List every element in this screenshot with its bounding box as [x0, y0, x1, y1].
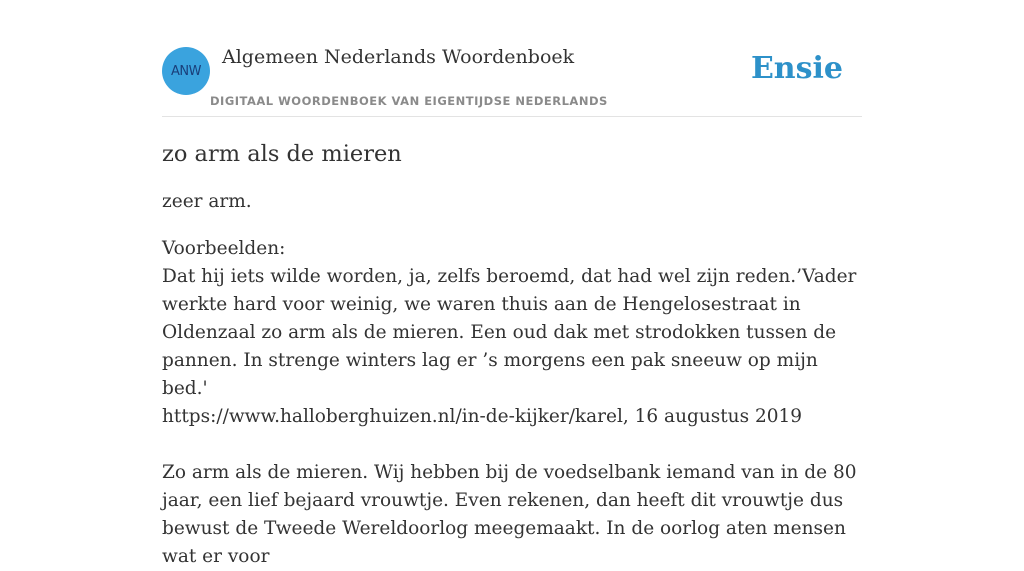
example-2 — [162, 459, 862, 571]
examples-label: Voorbeelden: — [162, 238, 286, 259]
example-1-text: Dat hij iets wilde worden, ja, zelfs beroemd, dat had wel zijn reden.’Vader werkte hard voor weinig, we waren thuis aan de Hengelosestraat in Oldenzaal zo arm als de mieren. Een oud dak met strodokken tussen de pannen. In strenge winters lag er ’s morgens een pak sneeuw op mijn bed.' — [162, 266, 857, 399]
anw-logo[interactable] — [162, 47, 210, 95]
anw-logo-text: ANW — [171, 63, 201, 79]
entry-content — [162, 138, 862, 571]
example-1-source: https://www.halloberghuizen.nl/in-de-kijker/karel, 16 augustus 2019 — [162, 406, 803, 427]
entry-title: zo arm als de mieren — [162, 141, 402, 167]
source-title[interactable]: Algemeen Nederlands Woordenboek — [222, 46, 575, 68]
dictionary-header — [162, 40, 862, 117]
examples-section — [162, 235, 862, 571]
example-2-text: Zo arm als de mieren. Wij hebben bij de voedselbank iemand van in de 80 jaar, een lief bejaard vrouwtje. Even rekenen, dan heeft dit vrouwtje dus bewust de Tweede Wereldoorlog meegemaakt. In de oorlog aten mensen wat er voor — [162, 462, 857, 567]
source-subtitle: DIGITAAL WOORDENBOEK VAN EIGENTIJDSE NEDERLANDS — [210, 94, 608, 108]
ensie-brand-link[interactable]: Ensie — [750, 51, 843, 86]
entry-definition: zeer arm. — [162, 191, 252, 212]
example-1 — [162, 263, 862, 431]
